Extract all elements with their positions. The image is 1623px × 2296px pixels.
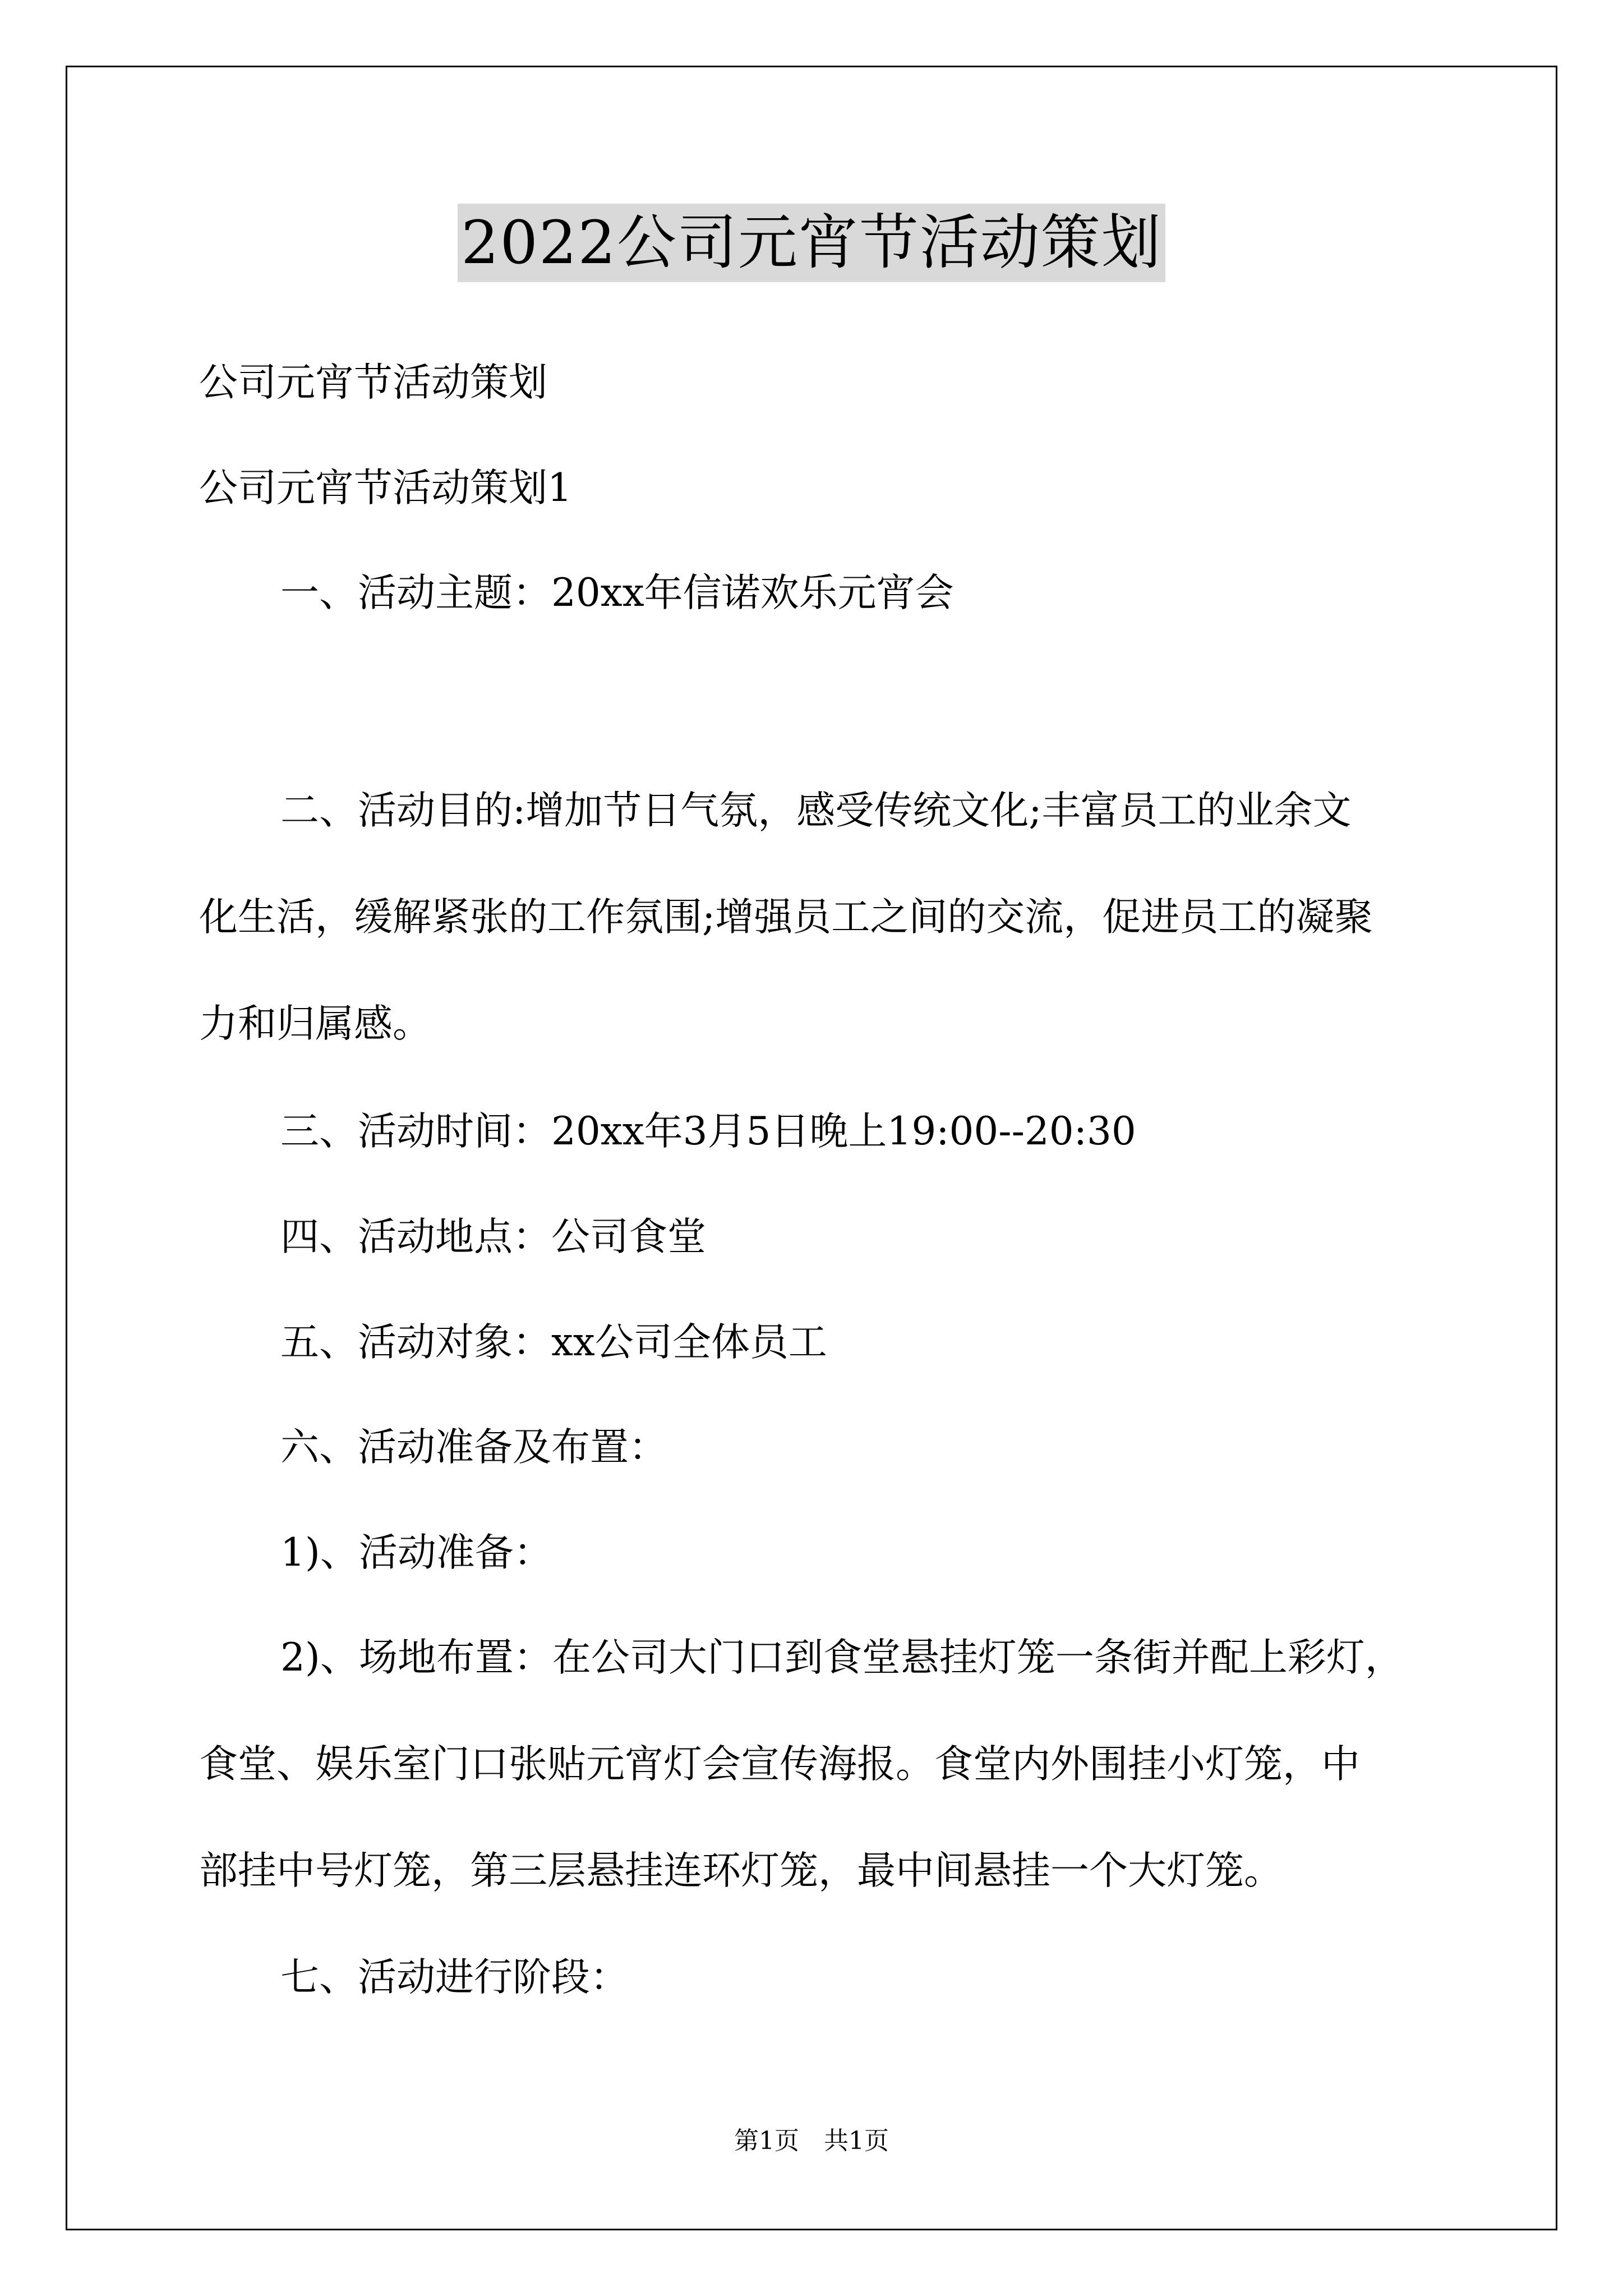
paragraph-time: 三、活动时间：20xx年3月5日晚上19:00--20:30 <box>280 1109 1136 1154</box>
document-title: 2022公司元宵节活动策划 <box>458 204 1165 282</box>
paragraph-purpose-line-1: 二、活动目的:增加节日气氛，感受传统文化;丰富员工的业余文 <box>280 788 1352 833</box>
paragraph-location: 四、活动地点：公司食堂 <box>280 1214 706 1259</box>
paragraph-activity-stage: 七、活动进行阶段： <box>280 1955 629 2000</box>
paragraph-purpose-line-2: 化生活，缓解紧张的工作氛围;增强员工之间的交流，促进员工的凝聚 <box>199 895 1373 940</box>
subtitle: 公司元宵节活动策划 <box>199 360 547 405</box>
page-footer: 第1页 共1页 <box>734 2127 889 2155</box>
paragraph-purpose-line-3: 力和归属感。 <box>199 1001 431 1046</box>
paragraph-venue-line-2: 食堂、娱乐室门口张贴元宵灯会宣传海报。食堂内外围挂小灯笼，中 <box>199 1742 1360 1787</box>
paragraph-audience: 五、活动对象：xx公司全体员工 <box>280 1320 827 1365</box>
paragraph-venue-line-1: 2)、场地布置：在公司大门口到食堂悬挂灯笼一条街并配上彩灯， <box>280 1635 1404 1680</box>
paragraph-preparation-item-1: 1)、活动准备： <box>280 1530 552 1575</box>
paragraph-theme: 一、活动主题：20xx年信诺欢乐元宵会 <box>280 570 954 615</box>
title-container <box>0 204 1623 282</box>
paragraph-venue-line-3: 部挂中号灯笼，第三层悬挂连环灯笼，最中间悬挂一个大灯笼。 <box>199 1848 1283 1893</box>
paragraph-preparation: 六、活动准备及布置： <box>280 1425 667 1470</box>
section-heading: 公司元宵节活动策划1 <box>199 466 572 510</box>
